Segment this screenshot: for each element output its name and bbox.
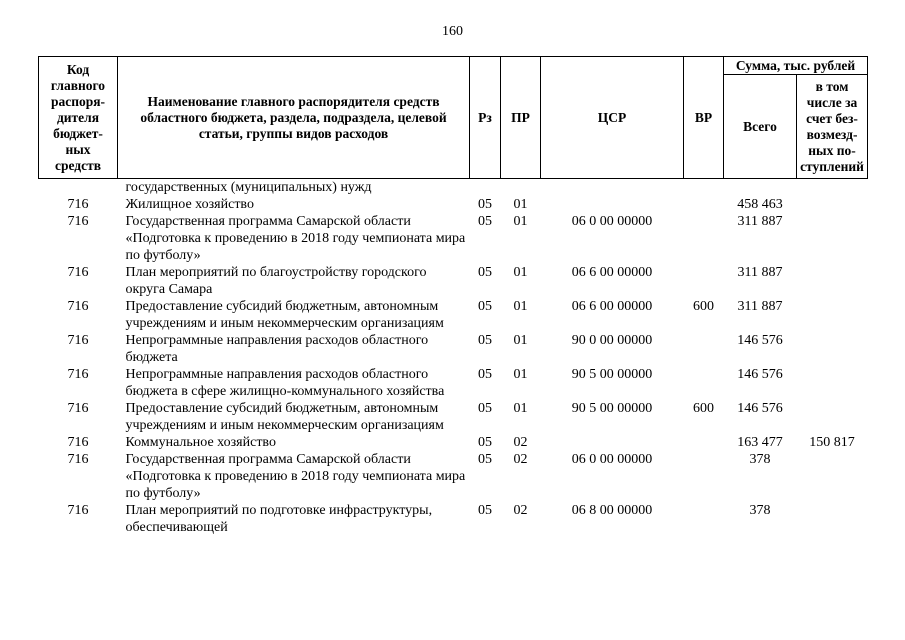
cell-pr (501, 179, 541, 197)
cell-total: 311 887 (737, 265, 783, 280)
cell-rz: 05 (478, 401, 492, 416)
cell-vr (684, 502, 724, 536)
cell-csr (541, 434, 684, 451)
cell-vr (684, 264, 724, 298)
cell-pr: 01 (513, 367, 528, 382)
cell-free (797, 179, 868, 197)
cell-csr (541, 196, 684, 213)
table-row (39, 264, 868, 298)
cell-csr (541, 179, 684, 197)
cell-free (797, 451, 868, 502)
cell-total: 311 887 (737, 214, 783, 229)
cell-name: Коммунальное хозяйство (125, 435, 276, 450)
cell-rz: 05 (478, 367, 492, 382)
cell-free (797, 213, 868, 264)
cell-vr: 600 (693, 401, 714, 416)
cell-rz: 05 (478, 299, 492, 314)
cell-total: 311 887 (737, 299, 783, 314)
cell-free (797, 502, 868, 536)
cell-name: План мероприятий по подготовке инфраструктуры, обеспечивающей (125, 503, 433, 535)
cell-pr: 01 (513, 299, 528, 314)
header-free: в том числе за счет без-возмезд-ных по-ступлений (797, 75, 868, 179)
table-body (39, 179, 868, 537)
cell-pr: 01 (513, 265, 528, 280)
cell-total: 146 576 (737, 401, 783, 416)
cell-pr: 01 (513, 333, 528, 348)
header-vr: ВР (684, 57, 724, 179)
cell-vr (684, 451, 724, 502)
cell-name: Непрограммные направления расходов областного бюджета в сфере жилищно-коммунального хозяйства (125, 367, 445, 399)
cell-name: Предоставление субсидий бюджетным, автономным учреждениям и иным некоммерческим организациям (125, 401, 444, 433)
cell-csr: 90 5 00 00000 (571, 401, 653, 416)
cell-total: 146 576 (737, 367, 783, 382)
cell-csr: 06 0 00 00000 (571, 214, 653, 229)
header-csr: ЦСР (541, 57, 684, 179)
cell-free (797, 196, 868, 213)
cell-rz: 05 (478, 197, 492, 212)
cell-free (797, 366, 868, 400)
cell-csr: 90 5 00 00000 (571, 367, 653, 382)
cell-rz: 05 (478, 214, 492, 229)
table-row (39, 434, 868, 451)
cell-free (797, 298, 868, 332)
cell-vr (684, 179, 724, 197)
table-row (39, 502, 868, 536)
cell-name: Государственная программа Самарской области «Подготовка к проведению в 2018 году чемпионата мира по футболу» (125, 214, 466, 263)
header-pr: ПР (501, 57, 541, 179)
cell-total: 146 576 (737, 333, 783, 348)
header-code: Код главного распоря-дителя бюджет-ных средств (39, 57, 118, 179)
header-name: Наименование главного распорядителя средств областного бюджета, раздела, подраздела, целевой статьи, группы видов расходов (118, 57, 470, 179)
cell-vr (684, 196, 724, 213)
header-sum: Сумма, тыс. рублей (724, 57, 868, 75)
cell-free (797, 332, 868, 366)
cell-vr (684, 332, 724, 366)
cell-code: 716 (67, 503, 89, 518)
cell-code (39, 179, 118, 197)
cell-total: 378 (749, 503, 771, 518)
cell-pr: 01 (513, 214, 528, 229)
cell-pr: 02 (513, 435, 528, 450)
cell-code: 716 (67, 367, 89, 382)
table-row (39, 332, 868, 366)
cell-vr (684, 366, 724, 400)
table-row (39, 179, 868, 197)
header-rz: Рз (470, 57, 501, 179)
cell-code: 716 (67, 452, 89, 467)
cell-rz: 05 (478, 435, 492, 450)
cell-rz: 05 (478, 265, 492, 280)
cell-free (797, 264, 868, 298)
cell-vr: 600 (693, 299, 714, 314)
cell-free (797, 400, 868, 434)
budget-table (38, 56, 868, 536)
cell-csr: 06 0 00 00000 (571, 452, 653, 467)
cell-name: Предоставление субсидий бюджетным, автономным учреждениям и иным некоммерческим организациям (125, 299, 444, 331)
page-number: 160 (442, 24, 463, 39)
table-row (39, 213, 868, 264)
cell-code: 716 (67, 401, 89, 416)
cell-free: 150 817 (809, 435, 855, 450)
table-row (39, 196, 868, 213)
cell-pr: 01 (513, 197, 528, 212)
cell-total: 378 (749, 452, 771, 467)
cell-name: Непрограммные направления расходов областного бюджета (125, 333, 429, 365)
cell-rz: 05 (478, 503, 492, 518)
cell-name: Жилищное хозяйство (125, 197, 254, 212)
cell-code: 716 (67, 435, 89, 450)
cell-name: государственных (муниципальных) нужд (125, 180, 372, 195)
cell-vr (684, 213, 724, 264)
cell-csr: 06 6 00 00000 (571, 299, 653, 314)
table-row (39, 400, 868, 434)
cell-code: 716 (67, 265, 89, 280)
cell-total: 163 477 (737, 435, 783, 450)
cell-name: Государственная программа Самарской области «Подготовка к проведению в 2018 году чемпионата мира по футболу» (125, 452, 466, 501)
cell-rz: 05 (478, 452, 492, 467)
table-row (39, 366, 868, 400)
cell-name: План мероприятий по благоустройству городского округа Самара (125, 265, 427, 297)
cell-pr: 02 (513, 503, 528, 518)
cell-code: 716 (67, 214, 89, 229)
table-header (39, 57, 868, 179)
cell-csr: 90 0 00 00000 (571, 333, 653, 348)
cell-pr: 01 (513, 401, 528, 416)
table-row (39, 298, 868, 332)
cell-vr (684, 434, 724, 451)
cell-code: 716 (67, 299, 89, 314)
header-total: Всего (724, 75, 797, 179)
cell-rz: 05 (478, 333, 492, 348)
cell-code: 716 (67, 197, 89, 212)
cell-csr: 06 8 00 00000 (571, 503, 653, 518)
cell-csr: 06 6 00 00000 (571, 265, 653, 280)
cell-total (724, 179, 797, 197)
cell-pr: 02 (513, 452, 528, 467)
cell-code: 716 (67, 333, 89, 348)
cell-rz (470, 179, 501, 197)
table-row (39, 451, 868, 502)
cell-total: 458 463 (737, 197, 783, 212)
